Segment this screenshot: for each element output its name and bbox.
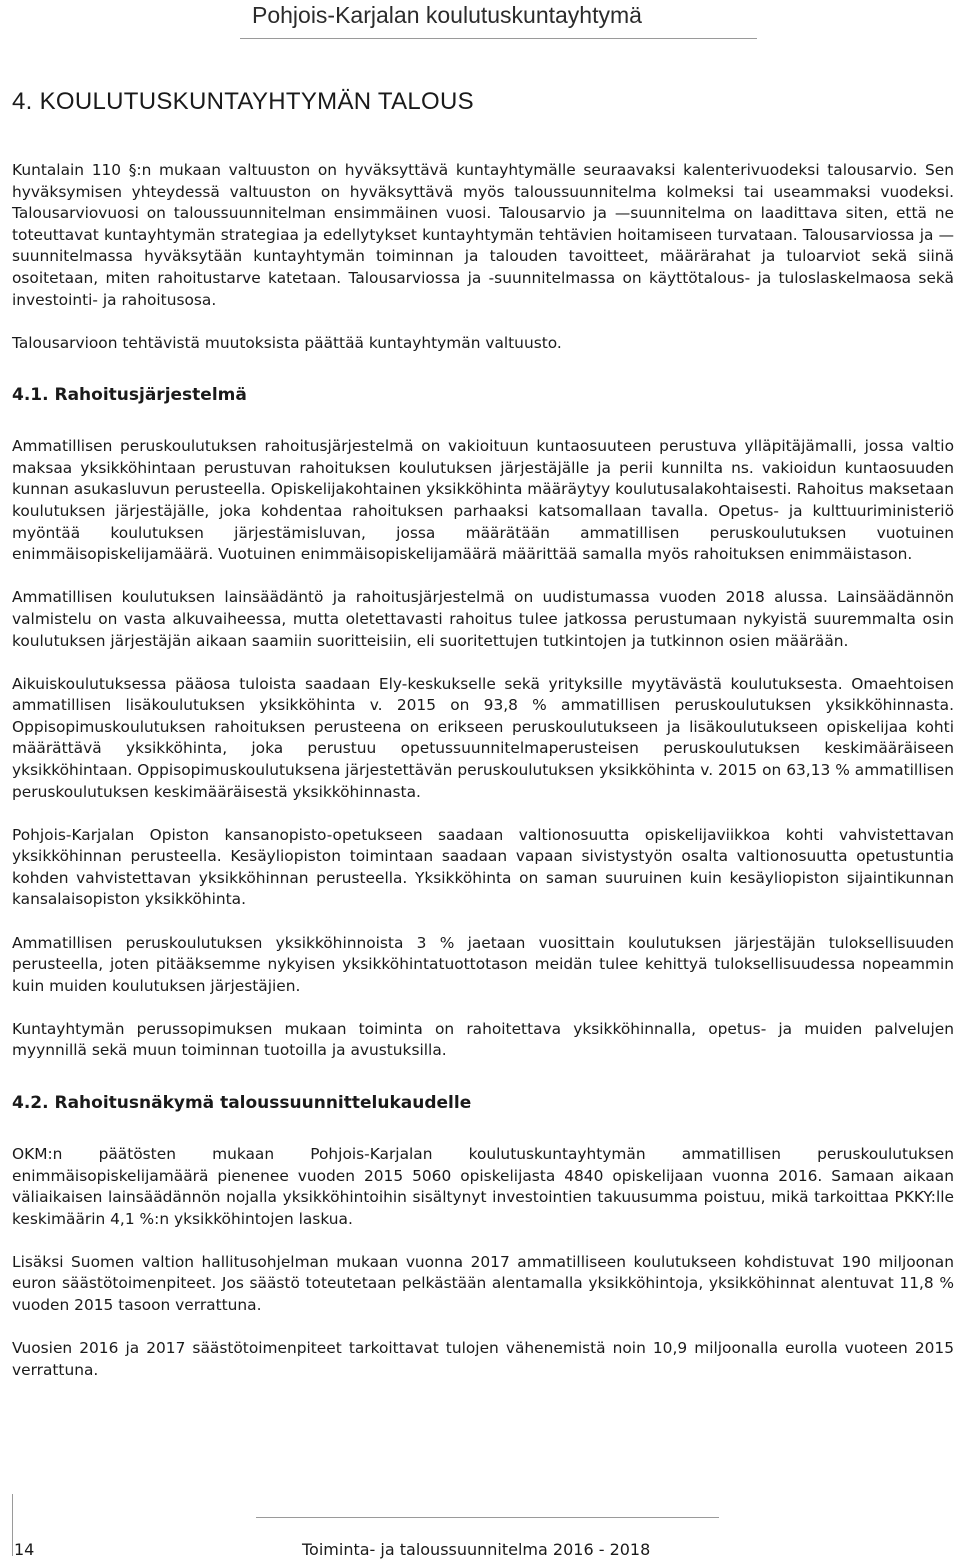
body-paragraph: Pohjois-Karjalan Opiston kansanopisto-opetukseen saadaan valtionosuutta opiskelijaviikkoa kohti vahvistettavan yksikköhinnan perusteella. Kesäyliopiston toimintaan saadaan vapaan sivistystyön osalta valtionosuutta opetustuntia kohden vahvistettavan yksikköhinnan perusteella. Yksikköhinta on saman suuruinen kuin kesäyliopiston sijaintikunnan kansalaisopiston yksikköhinta. <box>12 825 954 909</box>
body-paragraph: Lisäksi Suomen valtion hallitusohjelman mukaan vuonna 2017 ammatilliseen koulutukseen kohdistuvat 190 miljoonan euron säästötoimenpiteet. Jos säästö toteutetaan pelkästään alentamalla yksikköhintoja, yksikköhinnat alentuvat 11,8 % vuoden 2015 tasoon verrattuna. <box>12 1252 954 1315</box>
body-paragraph: OKM:n päätösten mukaan Pohjois-Karjalan koulutuskuntayhtymän ammatillisen peruskoulutuksen enimmäisopiskelijamäärä pienenee vuoden 2015 5060 opiskelijasta 4840 opiskelijaan vuonna 2016. Samaan aikaan väliaikaisen lainsäädännön nojalla yksikköhintoihin sisältynyt investointien takuusumma poistuu, mikä tarkoittaa PKKY:lle keskimäärin 4,1 %:n yksikköhintojen laskua. <box>12 1145 954 1228</box>
body-paragraph: Aikuiskoulutuksessa pääosa tuloista saadaan Ely-keskukselle sekä yrityksille myytävästä koulutuksesta. Omaehtoisen ammatillisen lisäkoulutuksen yksikköhinta v. 2015 on 93,8 % ammatillisen peruskoulutuksen yksikköhinnasta. Oppisopimuskoulutuksen rahoituksen perusteena on erikseen peruskoulutukseen ja lisäkoulutukseen opiskelijaa kohti määrättävä yksikköhinta, joka perustuu opetussuunnitelmaperusteisen peruskoulutuksen keskimääräiseen yksikköhintaan. Oppisopimuskoulutuksena järjestettävän peruskoulutuksen yksikköhinta v. 2015 on 63,13 % ammatillisen peruskoulutuksen keskimääräisestä yksikköhinnasta. <box>12 674 954 801</box>
body-paragraph: Ammatillisen peruskoulutuksen rahoitusjärjestelmä on vakioituun kuntaosuuteen perustuva ylläpitäjämalli, jossa valtio maksaa yksikköhintaan perustuvan rahoituksen koulutuksen järjestäjälle ja perii kunnilta ns. vakioidun kuntaosuuden kunnan asukasluvun perusteella. Opiskelijakohtainen yksikköhinta määräytyy koulutusalakohtaisesti. Rahoitus maksetaan koulutuksen järjestäjälle, joka kohdentaa rahoituksen parhaaksi katsomallaan tavalla. Opetus- ja kulttuuriministeriö myöntää koulutuksen järjestämisluvan, jossa määrätään ammatillisen peruskoulutuksen vuotuinen enimmäisopiskelijamäärä. Vuotuinen enimmäisopiskelijamäärä määrittää samalla myös rahoituksen enimmäistason. <box>12 437 954 564</box>
body-paragraph: Ammatillisen peruskoulutuksen yksikköhinnoista 3 % jaetaan vuosittain koulutuksen järjestäjän tuloksellisuuden perusteella, joten pitääksemme nykyisen yksikköhintatuottotason meidän tulee kehittyä tuloksellisuudessa nopeammin kuin muiden koulutuksen järjestäjien. <box>12 933 954 995</box>
footer-divider <box>256 1517 719 1518</box>
intro-paragraph: Kuntalain 110 §:n mukaan valtuuston on hyväksyttävä kuntayhtymälle seuraavaksi kalenterivuodeksi talousarvio. Sen hyväksymisen yhteydessä valtuuston on hyväksyttävä myös taloussuunnitelma kolmeksi tai useammaksi vuodeksi. Talousarviovuosi on taloussuunnitelman ensimmäinen vuosi. Talousarvio ja —suunnitelma on laadittava siten, että ne toteuttavat kuntayhtymän strategiaa ja edellytykset kuntayhtymän tehtävien hoitamiseen turvataan. Talousarviossa ja —suunnitelmassa hyväksytään kuntayhtymän toiminnan ja talouden tavoitteet, määrärahat ja tuloarviot sekä siinä osoitetaan, miten rahoitustarve katetaan. Talousarviossa ja -suunnitelmassa on käyttötalous- ja tuloslaskelmaosa sekä investointi- ja rahoitusosa. <box>12 161 954 309</box>
header-divider <box>240 38 757 39</box>
footer-title: Toiminta- ja taloussuunnitelma 2016 - 2018 <box>302 1540 651 1559</box>
section-heading-4-2: 4.2. Rahoitusnäkymä taloussuunnittelukaudelle <box>12 1093 472 1113</box>
body-paragraph: Kuntayhtymän perussopimuksen mukaan toiminta on rahoitettava yksikköhinnalla, opetus- ja muiden palvelujen myynnillä sekä muun toiminnan tuotoilla ja avustuksilla. <box>12 1019 954 1060</box>
footer-vertical-divider <box>12 1494 13 1556</box>
body-paragraph: Ammatillisen koulutuksen lainsäädäntö ja rahoitusjärjestelmä on uudistumassa vuoden 2018 alussa. Lainsäädännön valmistelu on vasta alkuvaiheessa, mutta oletettavasti rahoitus tulee jatkossa perustumaan nykyistä suuremmalta osin koulutuksen järjestäjän aikaan saamiin suoritteisiin, eli suoritettujen tutkintojen ja tutkinnon osien määrään. <box>12 588 954 650</box>
body-paragraph: Vuosien 2016 ja 2017 säästötoimenpiteet tarkoittavat tulojen vähenemistä noin 10,9 miljoonalla eurolla vuoteen 2015 verrattuna. <box>12 1339 954 1379</box>
chapter-heading: 4. KOULUTUSKUNTAYHTYMÄN TALOUS <box>12 88 474 115</box>
running-header-title: Pohjois-Karjalan koulutuskuntayhtymä <box>252 2 642 28</box>
document-body <box>12 160 954 1403</box>
intro-paragraph: Talousarvioon tehtävistä muutoksista päättää kuntayhtymän valtuusto. <box>12 333 562 352</box>
page-number: 14 <box>14 1540 35 1559</box>
section-heading-4-1: 4.1. Rahoitusjärjestelmä <box>12 385 247 406</box>
